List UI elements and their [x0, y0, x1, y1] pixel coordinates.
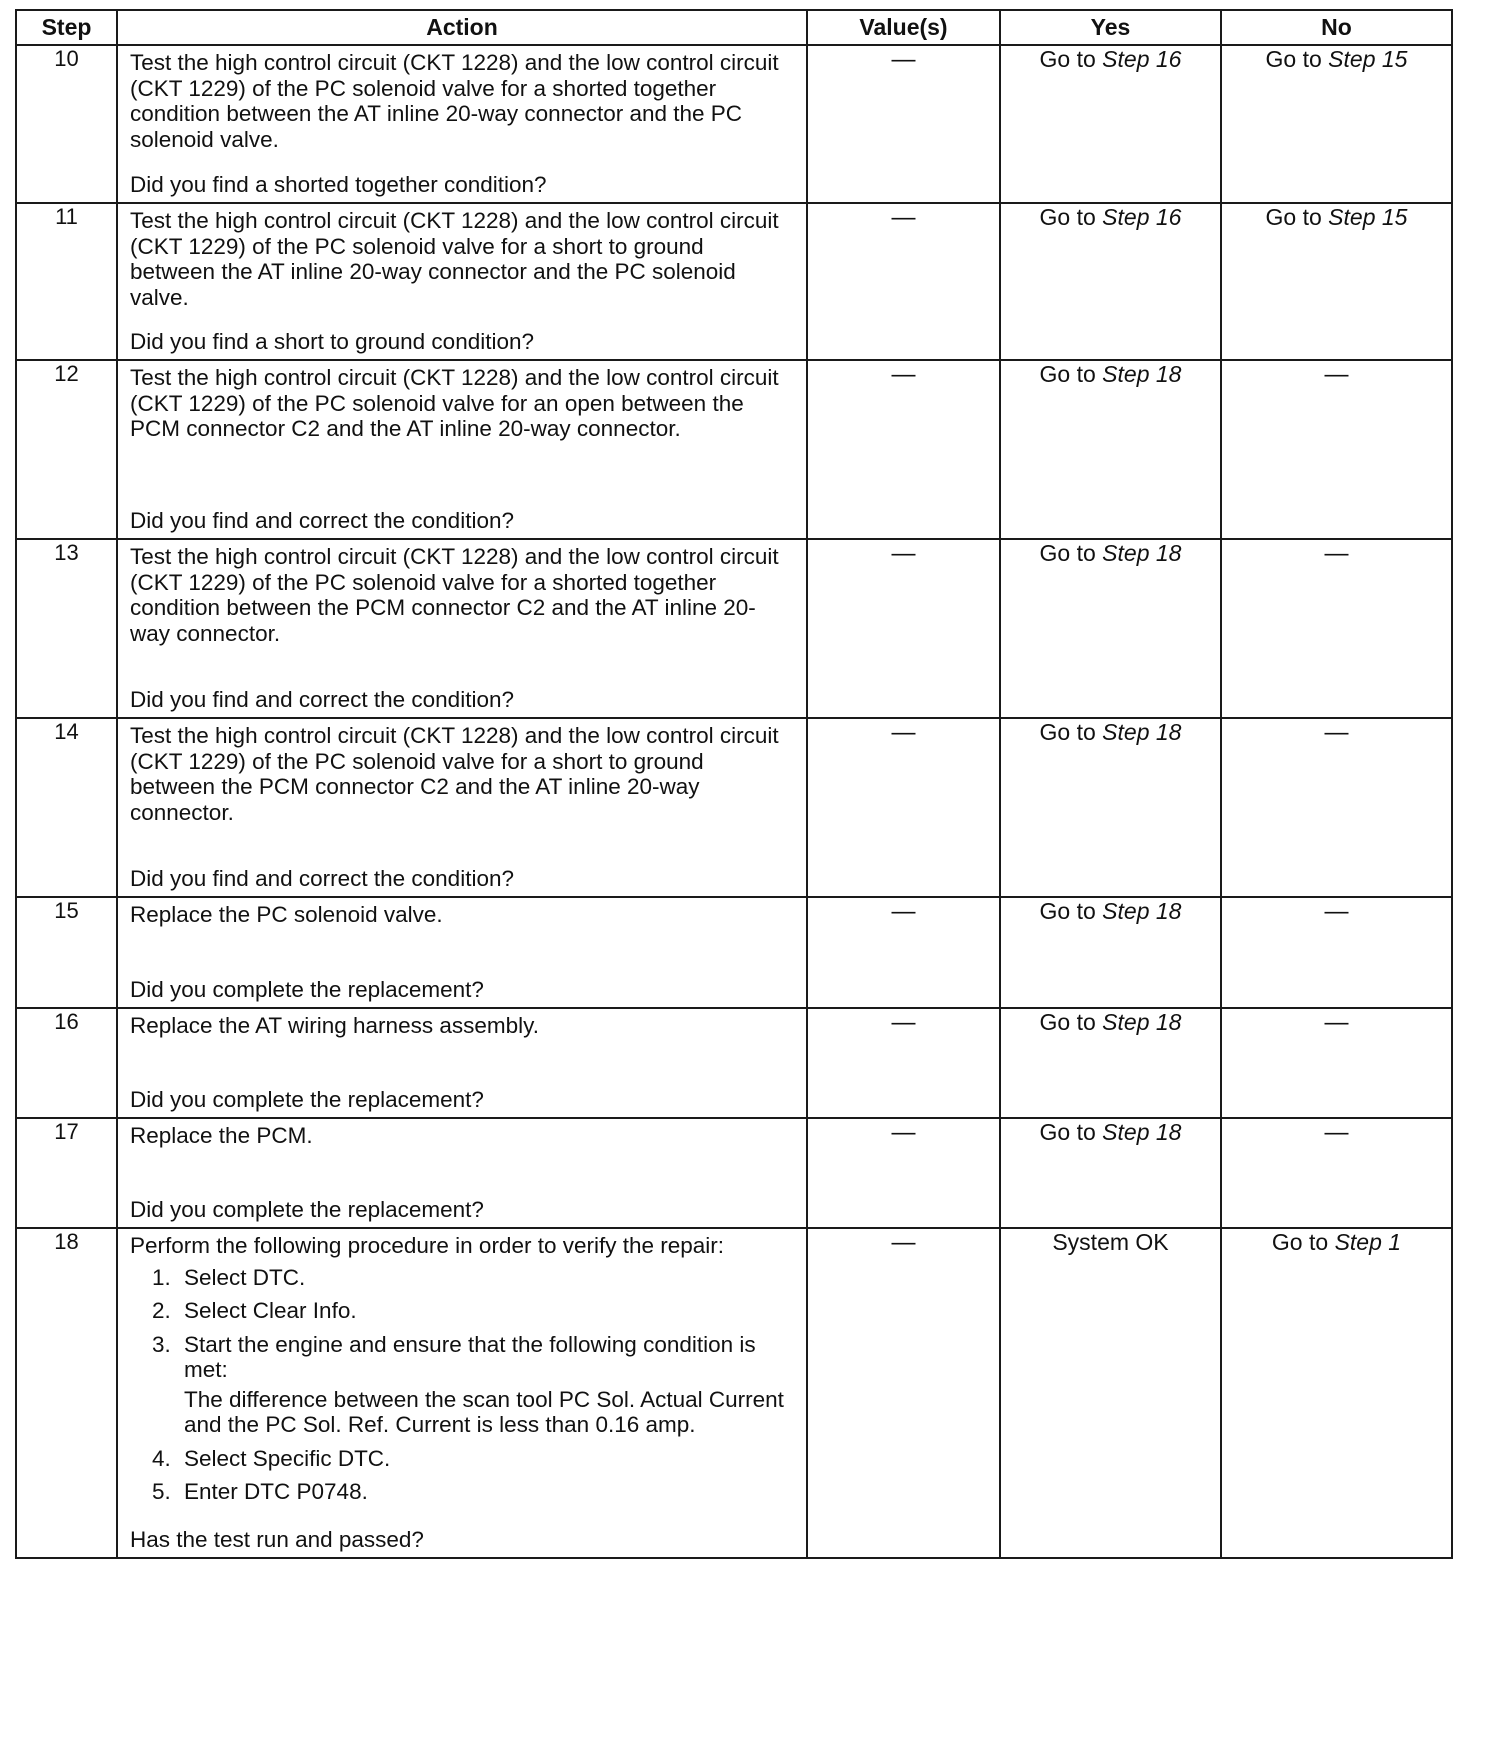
action-description: Replace the AT wiring harness assembly.	[130, 1013, 539, 1038]
substep-text-group	[184, 1332, 794, 1438]
substep-note: The difference between the scan tool PC Sol. Actual Current and the PC Sol. Ref. Current is less than 0.16 amp.	[184, 1386, 784, 1437]
list-item	[152, 1446, 794, 1472]
value-cell: —	[807, 718, 1000, 897]
yes-cell	[1000, 360, 1221, 539]
value-cell: —	[807, 1118, 1000, 1228]
action-question: Did you find and correct the condition?	[130, 507, 514, 533]
yes-step-link[interactable]: Step 18	[1102, 361, 1182, 387]
header-yes: Yes	[1000, 10, 1221, 45]
action-description: Test the high control circuit (CKT 1228) and the low control circuit (CKT 1229) of the PC solenoid valve for a short to ground between the PCM connector C2 and the AT inline 20-way connector.	[130, 723, 779, 825]
action-cell	[117, 539, 807, 718]
no-cell: —	[1221, 718, 1452, 897]
verification-steps-list	[130, 1265, 794, 1505]
action-cell	[117, 718, 807, 897]
action-cell	[117, 360, 807, 539]
step-number: 15	[16, 897, 117, 1008]
action-question: Did you complete the replacement?	[130, 1086, 484, 1112]
step-number: 14	[16, 718, 117, 897]
no-step-link[interactable]: Step 1	[1334, 1229, 1402, 1255]
value-cell: —	[807, 45, 1000, 203]
yes-prefix: Go to	[1039, 1119, 1103, 1145]
yes-cell	[1000, 718, 1221, 897]
header-no: No	[1221, 10, 1452, 45]
diagnostic-table	[15, 9, 1453, 1559]
yes-prefix: Go to	[1039, 1009, 1103, 1035]
table-row	[16, 1118, 1452, 1228]
substep-text: Select DTC.	[184, 1264, 306, 1290]
action-description: Test the high control circuit (CKT 1228) and the low control circuit (CKT 1229) of the PC solenoid valve for an open between the PCM connector C2 and the AT inline 20-way connector.	[130, 365, 779, 441]
action-cell	[117, 1228, 807, 1558]
list-item	[152, 1298, 794, 1324]
no-cell	[1221, 1228, 1452, 1558]
yes-prefix: Go to	[1039, 540, 1103, 566]
yes-step-link[interactable]: Step 16	[1102, 204, 1182, 230]
substep-number: 1.	[152, 1264, 171, 1290]
no-cell	[1221, 45, 1452, 203]
yes-prefix: Go to	[1039, 361, 1103, 387]
no-cell: —	[1221, 539, 1452, 718]
value-cell: —	[807, 1228, 1000, 1558]
action-question: Did you find a short to ground condition?	[130, 328, 535, 354]
list-item	[152, 1332, 794, 1438]
substep-text: Start the engine and ensure that the following condition is met:	[184, 1331, 756, 1382]
yes-step-link[interactable]: Step 18	[1102, 1009, 1182, 1035]
no-step-link[interactable]: Step 15	[1328, 46, 1408, 72]
step-number: 17	[16, 1118, 117, 1228]
yes-prefix: Go to	[1039, 204, 1103, 230]
value-cell: —	[807, 1008, 1000, 1118]
table-row	[16, 360, 1452, 539]
yes-cell	[1000, 45, 1221, 203]
substep-text: Enter DTC P0748.	[184, 1479, 368, 1504]
list-item	[152, 1479, 794, 1505]
no-prefix: Go to	[1265, 46, 1329, 72]
action-cell	[117, 203, 807, 360]
yes-cell: System OK	[1000, 1228, 1221, 1558]
yes-cell	[1000, 1118, 1221, 1228]
substep-text: Select Specific DTC.	[184, 1445, 391, 1471]
yes-step-link[interactable]: Step 18	[1102, 540, 1182, 566]
step-number: 16	[16, 1008, 117, 1118]
substep-number: 5.	[152, 1479, 171, 1504]
yes-prefix: Go to	[1039, 719, 1103, 745]
step-number: 11	[16, 203, 117, 360]
action-cell	[117, 897, 807, 1008]
table-row	[16, 718, 1452, 897]
yes-prefix: Go to	[1039, 898, 1103, 924]
yes-cell	[1000, 1008, 1221, 1118]
action-question: Did you find a shorted together condition?	[130, 171, 547, 197]
yes-step-link[interactable]: Step 16	[1102, 46, 1182, 72]
action-description: Test the high control circuit (CKT 1228) and the low control circuit (CKT 1229) of the PC solenoid valve for a shorted together condition between the PCM connector C2 and the AT inline 20-way connector.	[130, 544, 779, 646]
table-row	[16, 1228, 1452, 1558]
value-cell: —	[807, 203, 1000, 360]
no-cell: —	[1221, 360, 1452, 539]
table-row	[16, 203, 1452, 360]
step-number: 12	[16, 360, 117, 539]
value-cell: —	[807, 360, 1000, 539]
action-cell	[117, 1118, 807, 1228]
action-question: Did you complete the replacement?	[130, 1196, 484, 1222]
yes-cell	[1000, 897, 1221, 1008]
step-number: 13	[16, 539, 117, 718]
yes-prefix: Go to	[1039, 46, 1103, 72]
action-question: Has the test run and passed?	[130, 1526, 424, 1552]
table-row	[16, 45, 1452, 203]
action-description: Perform the following procedure in order to verify the repair:	[130, 1233, 725, 1258]
action-description: Replace the PCM.	[130, 1123, 313, 1148]
action-description: Test the high control circuit (CKT 1228) and the low control circuit (CKT 1229) of the PC solenoid valve for a shorted together condition between the AT inline 20-way connector and the PC solenoid valve.	[130, 50, 779, 152]
value-cell: —	[807, 897, 1000, 1008]
no-step-link[interactable]: Step 15	[1328, 204, 1408, 230]
action-description: Replace the PC solenoid valve.	[130, 902, 443, 927]
table-row	[16, 897, 1452, 1008]
no-cell: —	[1221, 897, 1452, 1008]
table-row	[16, 1008, 1452, 1118]
action-cell	[117, 45, 807, 203]
action-cell	[117, 1008, 807, 1118]
table-row	[16, 539, 1452, 718]
header-action: Action	[117, 10, 807, 45]
substep-number: 3.	[152, 1331, 171, 1357]
substep-number: 2.	[152, 1298, 171, 1323]
action-question: Did you find and correct the condition?	[130, 865, 514, 891]
header-step: Step	[16, 10, 117, 45]
no-cell: —	[1221, 1008, 1452, 1118]
step-number: 18	[16, 1228, 117, 1558]
diagnostic-procedure-sheet	[15, 9, 1451, 1559]
yes-step-link[interactable]: Step 18	[1102, 1119, 1182, 1145]
no-cell	[1221, 203, 1452, 360]
value-cell: —	[807, 539, 1000, 718]
table-header-row	[16, 10, 1452, 45]
substep-text: Select Clear Info.	[184, 1298, 357, 1323]
substep-number: 4.	[152, 1445, 171, 1471]
no-cell: —	[1221, 1118, 1452, 1228]
list-item	[152, 1265, 794, 1291]
no-prefix: Go to	[1271, 1229, 1335, 1255]
yes-step-link[interactable]: Step 18	[1102, 898, 1182, 924]
action-question: Did you complete the replacement?	[130, 976, 484, 1002]
action-question: Did you find and correct the condition?	[130, 686, 514, 712]
no-prefix: Go to	[1265, 204, 1329, 230]
yes-cell	[1000, 203, 1221, 360]
yes-cell	[1000, 539, 1221, 718]
yes-step-link[interactable]: Step 18	[1102, 719, 1182, 745]
header-values: Value(s)	[807, 10, 1000, 45]
step-number: 10	[16, 45, 117, 203]
action-description: Test the high control circuit (CKT 1228) and the low control circuit (CKT 1229) of the PC solenoid valve for a short to ground between the AT inline 20-way connector and the PC solenoid valve.	[130, 208, 779, 310]
